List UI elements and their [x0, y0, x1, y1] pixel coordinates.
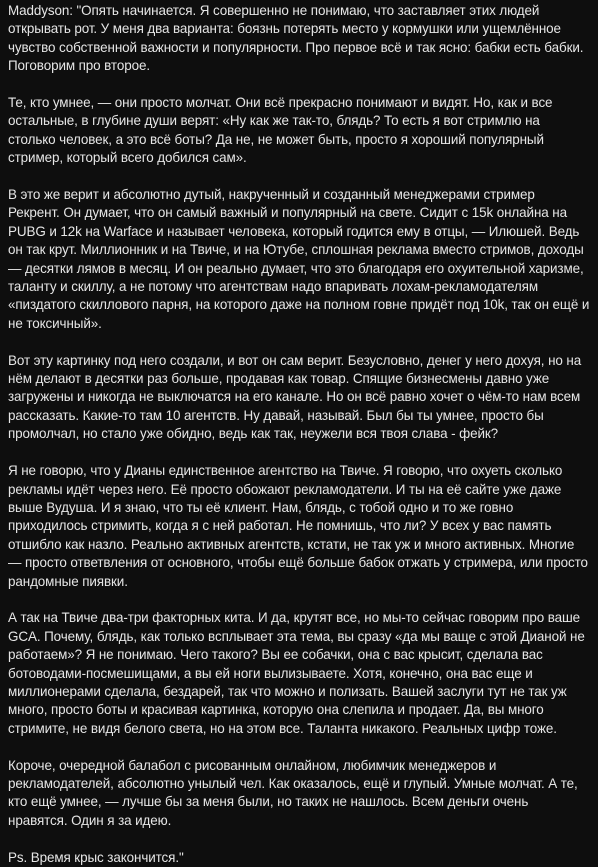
paragraph-4: Вот эту картинку под него создали, и вот он сам верит. Безусловно, денег у него дохуя, но на нём делают в десятки раз больше, продавая как товар. Спящие бизнесмены давно уже загружены и никогда не выключатся на его канале. Но он всё равно хочет о чём-то нам всем рассказать. Какие-то там 10 агентств. Ну давай, называй. Был бы ты умнее, просто бы промолчал, но стало уже обидно, ведь как так, неужели вся твоя слава - фейк?	[8, 352, 582, 442]
paragraph-1: Maddyson: "Опять начинается. Я совершенно не понимаю, что заставляет этих людей открывать рот. У меня два варианта: боязнь потерять место у кормушки или ущемлённое чувство собственной важности и популярности. Про первое всё и так ясно: бабки есть бабки. Поговорим про второе.	[8, 3, 584, 74]
paragraph-5: Я не говорю, что у Дианы единственное агентство на Твиче. Я говорю, что охуеть сколько рекламы идёт через него. Её просто обожают рекламодатели. И ты на её сайте уже даже выше Вудуша. И я знаю, что ты её клиент. Нам, блядь, с тобой одно и то же говно приходилось стримить, когда я с ней работал. Не помнишь, что ли? У всех у вас память отшибло как назло. Реально активных агентств, кстати, не так уж и много активных. Многие — просто ответвления от основного, чтобы ещё больше бабок отжать у стримера, или просто рандомные пиявки.	[8, 463, 588, 589]
paragraph-2: Те, кто умнее, — они просто молчат. Они всё прекрасно понимают и видят. Но, как и все остальные, в глубине души верят: «Ну как же так-то, блядь? То есть я вот стримлю на столько человек, а это всё боты? Да не, не может быть, просто я хороший популярный стример, который всего добился сам».	[8, 95, 553, 166]
paragraph-7: Короче, очередной балабол с рисованным онлайном, любимчик менеджеров и рекламодателей, абсолютно унылый чел. Как оказалось, ещё и глупый. Умные молчат. А те, кто ещё умнее, — лучше бы за меня были, но таких не нашлось. Всем деньги очень нравятся. Один я за идею.	[8, 757, 578, 828]
paragraph-6: А так на Твиче два-три факторных кита. И да, крутят все, но мы-то сейчас говорим про ваше GCA. Почему, блядь, как только всплывает эта тема, вы сразу «да мы ваще с этой Дианой не работаем»? Я не понимаю. Чего такого? Вы ее собачки, она с вас крысит, сделала вас ботоводами-посмешищами, а вы ей ноги вылизываете. Хотя, конечно, она вас еще и миллионерами сделала, бездарей, так что можно и полизать. Вашей заслуги тут не так уж много, просто боты и красивая картинка, которую она слепила и продает. Да, вы много стримите, не видя белого света, но на этом все. Таланта никакого. Реальных цифр тоже.	[8, 610, 585, 736]
paragraph-8: Ps. Время крыс закончится."	[8, 849, 184, 865]
paragraph-3: В это же верит и абсолютно дутый, накрученный и созданный менеджерами стример Рекрент. Он думает, что он самый важный и популярный на свете. Сидит с 15k онлайна на PUBG и 12k на Warface и называет человека, который годится ему в отцы, — Илюшей. Ведь он так крут. Миллионник и на Твиче, и на Ютубе, сплошная реклама вместо стримов, доходы — десятки лямов в месяц. И он реально думает, что это благодаря его охуительной харизме, таланту и скиллу, а не потому что агентствам надо впаривать лохам-рекламодателям «пиздатого скиллового парня, на которого даже на полном говне придёт под 10k, так он ещё и не токсичный».	[8, 187, 590, 331]
